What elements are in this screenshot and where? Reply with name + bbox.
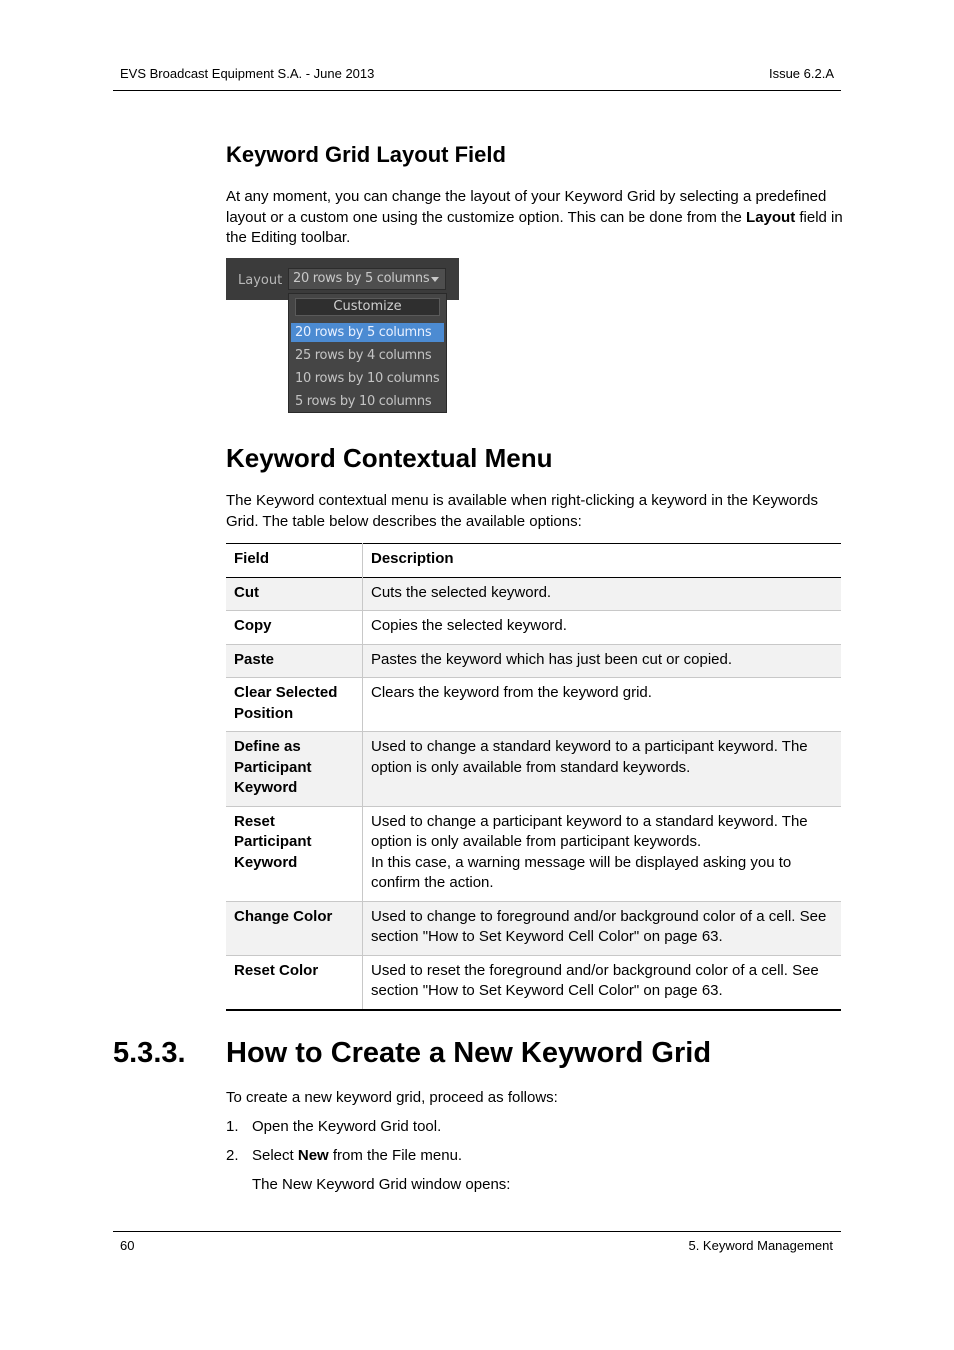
description-line: Pastes the keyword which has just been cut or copied. — [371, 650, 733, 668]
header-rule — [113, 90, 841, 91]
description-line: In this case, a warning message will be displayed asking you to confirm the action. — [371, 853, 792, 891]
layout-option[interactable]: 20 rows by 5 columns — [291, 323, 444, 342]
table-cell-description — [363, 806, 842, 901]
table-cell-field: Copy — [226, 611, 363, 645]
table-header-row — [226, 544, 841, 578]
table-row — [226, 577, 841, 611]
table-cell-field: Clear Selected Position — [226, 678, 363, 732]
description-line: Used to change a standard keyword to a participant keyword. The option is only available from standard keywords. — [371, 738, 808, 776]
table-row — [226, 678, 841, 732]
step-number: 1. — [226, 1118, 239, 1135]
table-row — [226, 806, 841, 901]
options-table — [226, 543, 841, 1011]
table-cell-description — [363, 732, 842, 807]
table-row — [226, 644, 841, 678]
table-cell-description — [363, 955, 842, 1010]
table-header-field: Field — [226, 544, 363, 578]
table-row — [226, 901, 841, 955]
table-row — [226, 732, 841, 807]
table-cell-description — [363, 678, 842, 732]
table-cell-description — [363, 577, 842, 611]
table-cell-description — [363, 901, 842, 955]
menu-section-title: Keyword Contextual Menu — [226, 443, 553, 473]
layout-option[interactable]: 25 rows by 4 columns — [295, 348, 432, 363]
description-line: Used to change a participant keyword to a standard keyword. The option is only available from participant keywords. — [371, 812, 808, 850]
layout-select[interactable] — [288, 268, 446, 290]
footer-rule — [113, 1231, 841, 1232]
step-text: Open the Keyword Grid tool. — [252, 1118, 442, 1135]
table-cell-field: Reset Color — [226, 955, 363, 1010]
layout-option[interactable]: 5 rows by 10 columns — [295, 394, 432, 409]
table-cell-field: Define as Participant Keyword — [226, 732, 363, 807]
description-line: Used to reset the foreground and/or background color of a cell. See section "How to Set Keyword Cell Color" on page 63. — [371, 961, 819, 999]
table-header-description: Description — [371, 550, 454, 567]
section-title: How to Create a New Keyword Grid — [226, 1037, 712, 1069]
section-number: 5.3.3. — [113, 1037, 186, 1069]
table-cell-field: Paste — [226, 644, 363, 678]
description-line: Used to change to foreground and/or background color of a cell. See section "How to Set Keyword Cell Color" on page 63. — [371, 907, 827, 945]
chapter-label: 5. Keyword Management — [688, 1238, 833, 1253]
page-number: 60 — [120, 1238, 135, 1253]
layout-select-value: 20 rows by 5 columns — [293, 271, 430, 286]
section-intro: To create a new keyword grid, proceed as follows: — [226, 1089, 558, 1106]
table-cell-field: Change Color — [226, 901, 363, 955]
description-line: Clears the keyword from the keyword grid. — [371, 684, 652, 701]
table-row — [226, 955, 841, 1010]
description-line: Cuts the selected keyword. — [371, 583, 552, 601]
table-cell-description — [363, 644, 842, 678]
header-left: EVS Broadcast Equipment S.A. - June 2013 — [120, 66, 375, 81]
header-right: Issue 6.2.A — [768, 66, 834, 81]
chevron-down-icon — [431, 277, 439, 282]
table-cell-description — [363, 611, 842, 645]
table-row — [226, 611, 841, 645]
layout-option[interactable]: 10 rows by 10 columns — [295, 371, 440, 386]
layout-dropdown — [288, 293, 447, 413]
menu-section-intro: The Keyword contextual menu is available when right-clicking a keyword in the Keywords Grid. The table below describes the available options: — [226, 492, 818, 530]
customize-button[interactable]: Customize — [295, 298, 440, 316]
step-text: Select New from the File menu. — [252, 1147, 463, 1164]
layout-section-paragraph: At any moment, you can change the layout of your Keyword Grid by selecting a predefined layout or a custom one using the customize option. This can be done from the Layout field in the Editing toolbar. — [226, 188, 843, 246]
description-line: Copies the selected keyword. — [371, 617, 567, 634]
layout-section-title: Keyword Grid Layout Field — [226, 142, 506, 167]
layout-label: Layout — [238, 273, 283, 288]
step-result: The New Keyword Grid window opens: — [252, 1176, 511, 1193]
step-number: 2. — [226, 1147, 239, 1164]
table-cell-field: Cut — [226, 577, 363, 611]
table-cell-field: Reset Participant Keyword — [226, 806, 363, 901]
